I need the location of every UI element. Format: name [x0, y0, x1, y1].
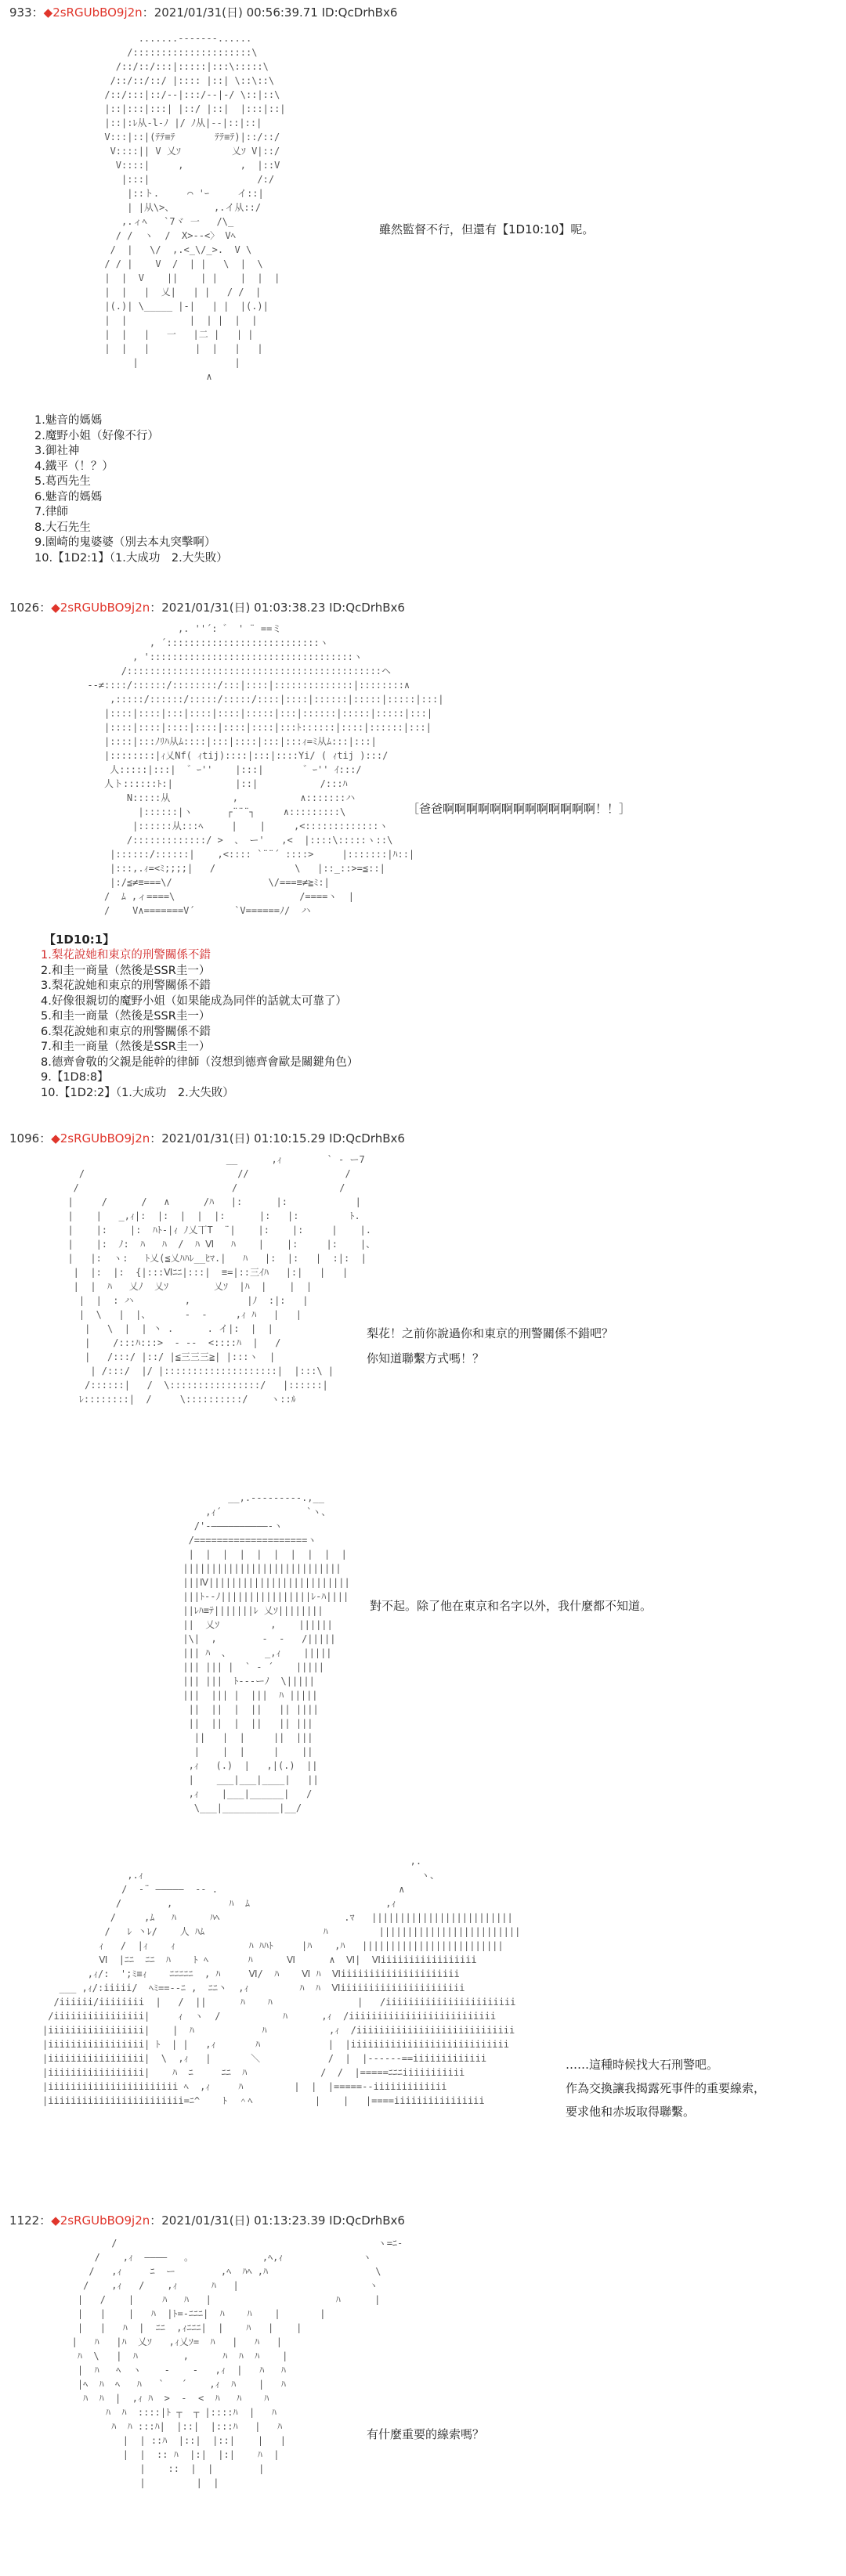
list-item: 9.園崎的鬼婆婆（別去本丸突擊啊）: [34, 536, 216, 549]
list-item: 5.和圭一商量（然後是SSR圭一）: [41, 1010, 211, 1023]
candidate-list: [34, 413, 228, 566]
dialogue-line: ……這種時候找大石刑警吧。: [566, 2058, 719, 2072]
dialogue-line: ［爸爸啊啊啊啊啊啊啊啊啊啊啊啊啊！！］: [407, 802, 631, 816]
list-item: 3.梨花說她和東京的刑警關係不錯: [41, 980, 211, 992]
dialogue-line: 對不起。除了他在東京和名字以外，我什麼都不知道。: [370, 1599, 653, 1613]
separator: ：: [39, 2213, 52, 2228]
list-item: 8.德齊會敬的父親是能幹的律師（沒想到德齊會歐是關鍵角色）: [41, 1055, 359, 1069]
ascii-art-figure: __,.---------.,__ ,ｨ´ `ヽ、 /'‐――――――――――‐ヽ /====================ヽ | | | | | | | | | | |||||||||||||||||||||||||||| |||Ⅳ||||||||||||||||||||||||| |||ﾄ--ﾉ||||||||||||||||ﾚ-ﾊ|||| ||ﾚﾊ≡ﾃ|||||||ﾚ 乂ｿ|||||||| || 乂ｿ , |||||| |\| , ‐ ‐ /||||| ||| ﾊ 、 _,ｨ ||||| ||| ||| | ` ‐ ´ ||||| ||| ||| ﾄ--‐ーﾉ \||||| ||| ||| | ||| ﾊ ||||| || || | || || |||| || || | || || ||| || | | || ||| | | | | || ,ｨ (.) | ,|(.) || | ___|___|____| || ,ｨ |___|______| / \___|__________|__/: [183, 1492, 350, 1813]
separator: ：: [39, 601, 52, 615]
candidate-list: [41, 948, 358, 1101]
post-meta: ：2021/01/31(日) 01:13:23.39 ID:QcDrhBx6: [150, 2213, 405, 2228]
list-item: 4.好像很親切的魔野小姐（如果能成為同伴的話就太可靠了）: [41, 994, 347, 1008]
post-number[interactable]: 1026: [9, 601, 40, 615]
post-meta: ：2021/01/31(日) 01:10:15.29 ID:QcDrhBx6: [150, 1131, 405, 1145]
dialogue-line: 作為交換讓我揭露死事件的重要線索，: [566, 2081, 766, 2095]
post-number[interactable]: 1096: [9, 1131, 40, 1145]
post-meta: ：2021/01/31(日) 00:56:39.71 ID:QcDrhBx6: [142, 5, 398, 20]
list-item: 3.御社神: [34, 445, 80, 457]
ascii-art-figure: ,. ''´: ゛ ' ¨ ==ミ , ´:::::::::::::::::::::::::::ヽ , '::::::::::::::::::::::::::::::::::::ヽ /:::::::::::::::::::::::::::::::::::::::::::::ヘ --≠::::/::::::/::::::::/:::|::::|::::::::::::::|::::::::∧ ,:::::/::::::/:::::/:::::/::::|::::|::::::|:::::|:::::|:::| |::::|::::|:::|::::|::::|:::::|:::|::::::|:::::|:::::|:::| |::::|::::|::::|::::|::::|::::|:::ﾄ::::::|::::|::::::|:::| |::::|:::ﾉﾘﾊ从ﾑ::::|:::|::::|:::|:::ｨ=ﾐ从ﾑ:::|:::| |::::::::|ｨ乂Nf( ｨtij)::::|:::|::::Yi/ ( ｨtij ):::/ 人:::::|:::| ゛ｰ'' |:::| ゛ｰ'' ｲ:::/ 人ト::::::ﾄ:| |::| /:::ﾊ N:::::从 , ∧:::::::ハ |::::::|ヽ ┌¨¨¨┐ ∧:::::::::\ |::::::从:::ﾍ | | ,<:::::::::::::ヽ /:::::::::::::/ > 、 ー' ,< |::::\:::::ヽ::\ |::::::/::::::| ,<:::: `¨¨´ ::::> |:::::::|ﾊ::| |:::,.ｨ=<ﾐ;;;;| / \ |::_::>=≦::| |:/≦≠≡===\/ \/===≡≠≧ﾐ:| / ﾑ ,ィ====\ /====ヽ | / V∧=======V´ `V======ﾉ/ ハ: [87, 623, 444, 916]
post-header: [9, 5, 397, 20]
list-item: 6.魅音的媽媽: [34, 490, 103, 503]
ascii-art-figure: / ヽ=ﾆ- / ,ｨ ―――― ｡ ,ﾍ,ｨ ヽ / ,ｨ ﾆ ー ,ﾍ ﾊﾍ ,ﾊ \ / ,ｨ / ,ｨ ﾊ | ヽ | / | ﾊ ﾊ | ﾊ | | | | ﾊ |ﾄ=‐ﾆﾆﾆ| ﾊ ﾊ | | | | ﾊ | ﾆﾆ ,ｨﾆﾆﾆ| | ﾊ | | | ﾊ |ﾊ 乂ｿ ,ｨ乂ｿ= ﾊ | ﾊ | ﾊ \ | ﾊ , ﾊ ﾊ ﾊ | | ﾊ ﾍ ヽ ‐ ‐ ,ｨ | ﾊ ﾊ |ﾍ ﾊ ﾍ ﾊ ` ´ ,ｨ ﾊ | ﾊ ﾊ ﾊ | ,ｨ ﾊ > ‐ < ﾊ ﾊ ﾊ ﾊ ﾊ ::::|ﾄ ┬ ┬ |::::ﾊ | ﾊ ﾊ ﾊ :::ﾊ| |::| |:::ﾊ | ﾊ | | ::ﾊ |::| |::| | | | | :: ﾊ |:| |:| ﾊ | | :: | | | | | |: [71, 2238, 403, 2488]
dialogue-line: 要求他和赤坂取得聯繫。: [566, 2105, 696, 2119]
list-item: 5.葛西先生: [34, 475, 91, 488]
dialogue-block: [367, 1323, 613, 1369]
list-item: 4.鐵平（！？）: [34, 460, 114, 473]
list-item: 10.【1D2:2】（1.大成功 2.大失敗）: [41, 1086, 234, 1099]
separator: ：: [31, 5, 44, 20]
ascii-art-scene: ,. ,.ｨ ヽ、 / ‐¨ ――――― -- . ∧ / , ﾊ ﾑ ,ｨ / ,ﾑ ﾊ ﾊﾍ .ﾏ ||||||||||||||||||||||||| / ﾚ 丶ﾚ/ 人 ﾊﾑ ﾊ ||||||||||||||||||||||||| ｨ / |ｨ ｨ ﾊ ﾊﾊﾄ |ﾊ ,ﾊ ||||||||||||||||||||||||| Ⅵ |ﾆﾆ ﾆﾆ ﾊ ﾄ ﾍ ﾊ Ⅵ ∧ Ⅵ| Ⅵiiiiiiiiiiiiiiiii ,ｨ/: ';ﾐ≡ｨ ﾆﾆﾆﾆﾆ , ﾊ Ⅵ/ ﾊ Ⅵ ﾊ Ⅵiiiiiiiiiiiiiiiiiiiii ___ ,ｨ/:iiiii/ ﾍﾐ==--ﾆ , ﾆﾆ丶 ,ｨ ﾊ ﾊ Ⅵiiiiiiiiiiiiiiiiiiiiii /iiiiii/iiiiiiii | / || ﾊ ﾊ | /iiiiiiiiiiiiiiiiiiiiiii /iiiiiiiiiiiiiiii| ｨ ヽ / ﾊ ,ｨ /iiiiiiiiiiiiiiiiiiiiiiiiii |iiiiiiiiiiiiiiiii| | ﾊ ﾊ ,ｨ /iiiiiiiiiiiiiiiiiiiiiiiiiiii |iiiiiiiiiiiiiiiii| ﾄ | | ,ｨ ﾊ | |iiiiiiiiiiiiiiiiiiiiiiiiiiii |iiiiiiiiiiiiiiiii| \ ,ｨ | ＼ / | |------==iiiiiiiiiiiii |iiiiiiiiiiiiiiiii| ﾊ ﾆ ﾆﾆ ﾊ / / |=====ﾆﾆﾆiiiiiiiiiii |iiiiiiiiiiiiiiiiiiiiiii ﾍ ,ｨ ﾊ | | |=====--iiiiiiiiiiiii |iiiiiiiiiiiiiiiiiiiiiiii=ﾆ^ ﾄ ＾ﾍ | | |====iiiiiiiiiiiiiiii: [42, 1856, 521, 2106]
ascii-art-figure: .......-------...... /:::::::::::::::::::::\ /::/::/:::|:::::|:::\:::::\ /::/::/::/ |:::: |::| \::\::\ /::/:::|::/--|:::/--|-/ \::|::\ |::|:::|:::| |::/ |::| |:::|::| |::|:ﾚ从-l-ﾉ |/ ﾉ从|--|::|::| V:::|::|(ﾃﾃ≡ﾃ ﾃﾃ≡ﾃ)|::/::/ V::::|| V 乂ｿ 乂ｿ V|::/ V::::| , , |::V |:::| /:/ |::ト. ⌒ 'ｰ イ::| | |从\>、 ,.イ从::/ ,.ィﾍ `7ヾ 一 /\_ / / ヽ / X>--<〉 Vﾍ / | \/ ,.<_\/_>. V \ / / | V / | | \ | \ | | V || | | | | | | | | 乂| | | / / | |(.)| \_____ |-| | | |(.)| | | | | | | | | | | 一 |二 | | | | | | | | | | | | ∧: [104, 33, 286, 382]
list-item: 7.律師: [34, 506, 68, 518]
list-item: 1.魅音的媽媽: [34, 414, 103, 427]
post-header: [9, 1131, 405, 1146]
dialogue-block: [566, 2053, 765, 2123]
poster-trip[interactable]: ◆2sRGUbBO9j2n: [51, 601, 150, 615]
dialogue-line: 雖然監督不行，但還有【1D10:10】呢。: [379, 222, 595, 236]
dialogue-line: 有什麼重要的線索嗎？: [367, 2427, 485, 2441]
poster-trip[interactable]: ◆2sRGUbBO9j2n: [51, 1131, 150, 1145]
list-item: 6.梨花說她和東京的刑警關係不錯: [41, 1025, 211, 1038]
list-item: 8.大石先生: [34, 521, 91, 534]
poster-trip[interactable]: ◆2sRGUbBO9j2n: [43, 5, 143, 20]
post-number[interactable]: 933: [9, 5, 32, 20]
separator: ：: [39, 1131, 52, 1145]
list-item: 1.梨花說她和東京的刑警關係不錯: [41, 949, 211, 961]
dialogue-line: 你知道聯繫方式嗎！？: [367, 1351, 485, 1366]
dialogue-line: 梨花！之前你說過你和東京的刑警關係不錯吧？: [367, 1326, 614, 1340]
post-header: [9, 600, 405, 615]
list-item: 2.和圭一商量（然後是SSR圭一）: [41, 964, 211, 977]
post-meta: ：2021/01/31(日) 01:03:38.23 ID:QcDrhBx6: [150, 601, 405, 615]
list-item: 9.【1D8:8】: [41, 1071, 109, 1084]
list-item: 2.魔野小姐（好像不行）: [34, 429, 159, 442]
dice-result-heading: 【1D10:1】: [44, 933, 115, 947]
post-header: [9, 2213, 405, 2228]
list-item: 7.和圭一商量（然後是SSR圭一）: [41, 1041, 211, 1053]
ascii-art-figure: __ ,ｨ ` - ー7 / // / / / / | / / ∧ /ﾊ |: |: | | | _,ｨ|: |: | | |: |: |: ﾄ. | |: |: ﾊﾄ-|ｨ ﾉ乂丅T ¨| |: |: | |. | |: ﾉ: ﾊ ﾊ / ﾊ Ⅵ ﾊ | |: |: |、 | |: ヽ: ﾄ乂(≦乂ﾊﾊﾚ__ﾋﾏ.| ﾊ |: |: | :|: | | |: |: {|:::Ⅵﾆﾆ|:::| ≡=|::三ｲﾊ |:| | | | | ﾊ 乂ﾉ 乂ｿ 乂ｿ |ﾊ | | | | | : ハ , |ﾉ :|: | | \ | |、 ‐ ‐ ,ｨ ﾊ | | | \ | | 丶 . . イ|: | | | /:::ﾊ:::> ‐ -‐ <::::ﾊ | / | /:::/ |::/ |≦三三三≧| |:::ヽ | | /:::/ |/ |::::::::::::::::::::| |:::\ | /::::::| / \::::::::::::::::/ |::::::| ﾚ::::::::| / \::::::::::/ ヽ::ﾙ: [67, 1154, 376, 1405]
post-number[interactable]: 1122: [9, 2213, 40, 2228]
poster-trip[interactable]: ◆2sRGUbBO9j2n: [51, 2213, 150, 2228]
list-item: 10.【1D2:1】（1.大成功 2.大失敗）: [34, 551, 228, 565]
